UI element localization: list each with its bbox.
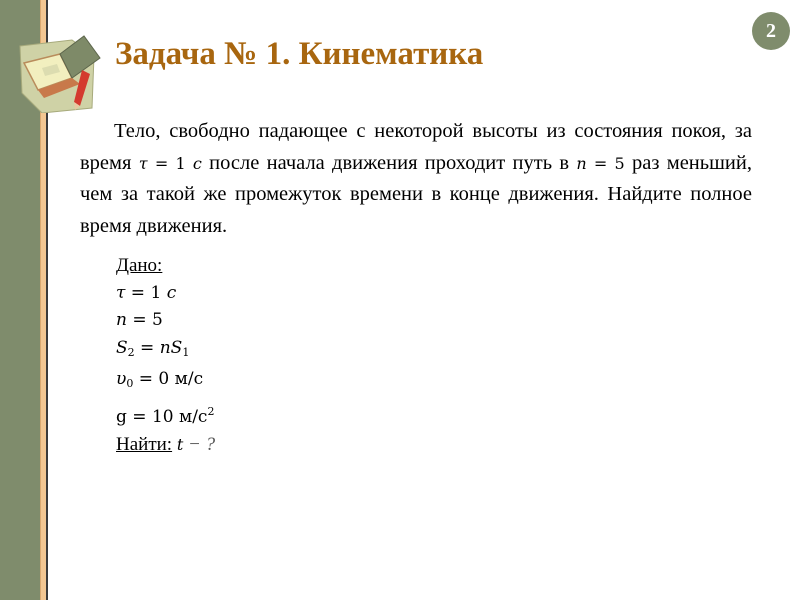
problem-statement: [80, 116, 752, 242]
page-number-badge: 2: [752, 12, 790, 50]
problem-text-2: после начала движения проходит путь в: [201, 151, 577, 174]
find-symbol: t: [176, 435, 184, 454]
tau-formula: τ = 1 с: [138, 153, 202, 173]
slide-title: Задача № 1. Кинематика: [115, 36, 484, 72]
n-formula: n = 5: [576, 153, 625, 173]
given-n: n = 5: [116, 310, 163, 330]
problem-text-3: раз меньший, чем за такой же промежуток времени в конце движения. Найдите полное время движения.: [80, 151, 752, 237]
problem-text-1: Тело, свободно падающее с некоторой высоты из состояния покоя, за время: [80, 120, 752, 174]
book-with-pencil-icon: [12, 18, 102, 113]
find-line: [116, 431, 215, 459]
find-label: Найти:: [116, 434, 173, 455]
given-block: [116, 252, 215, 459]
find-question: − ?: [183, 434, 216, 455]
given-v0: $\upsilon_0 = 0$ м/с: [116, 369, 204, 390]
given-tau: τ = 1 с: [116, 282, 177, 303]
given-s2: $S_2 = nS_1$: [116, 337, 190, 359]
given-g: g = 10 $м/с^2$: [116, 404, 215, 427]
given-label: Дано:: [116, 255, 163, 276]
